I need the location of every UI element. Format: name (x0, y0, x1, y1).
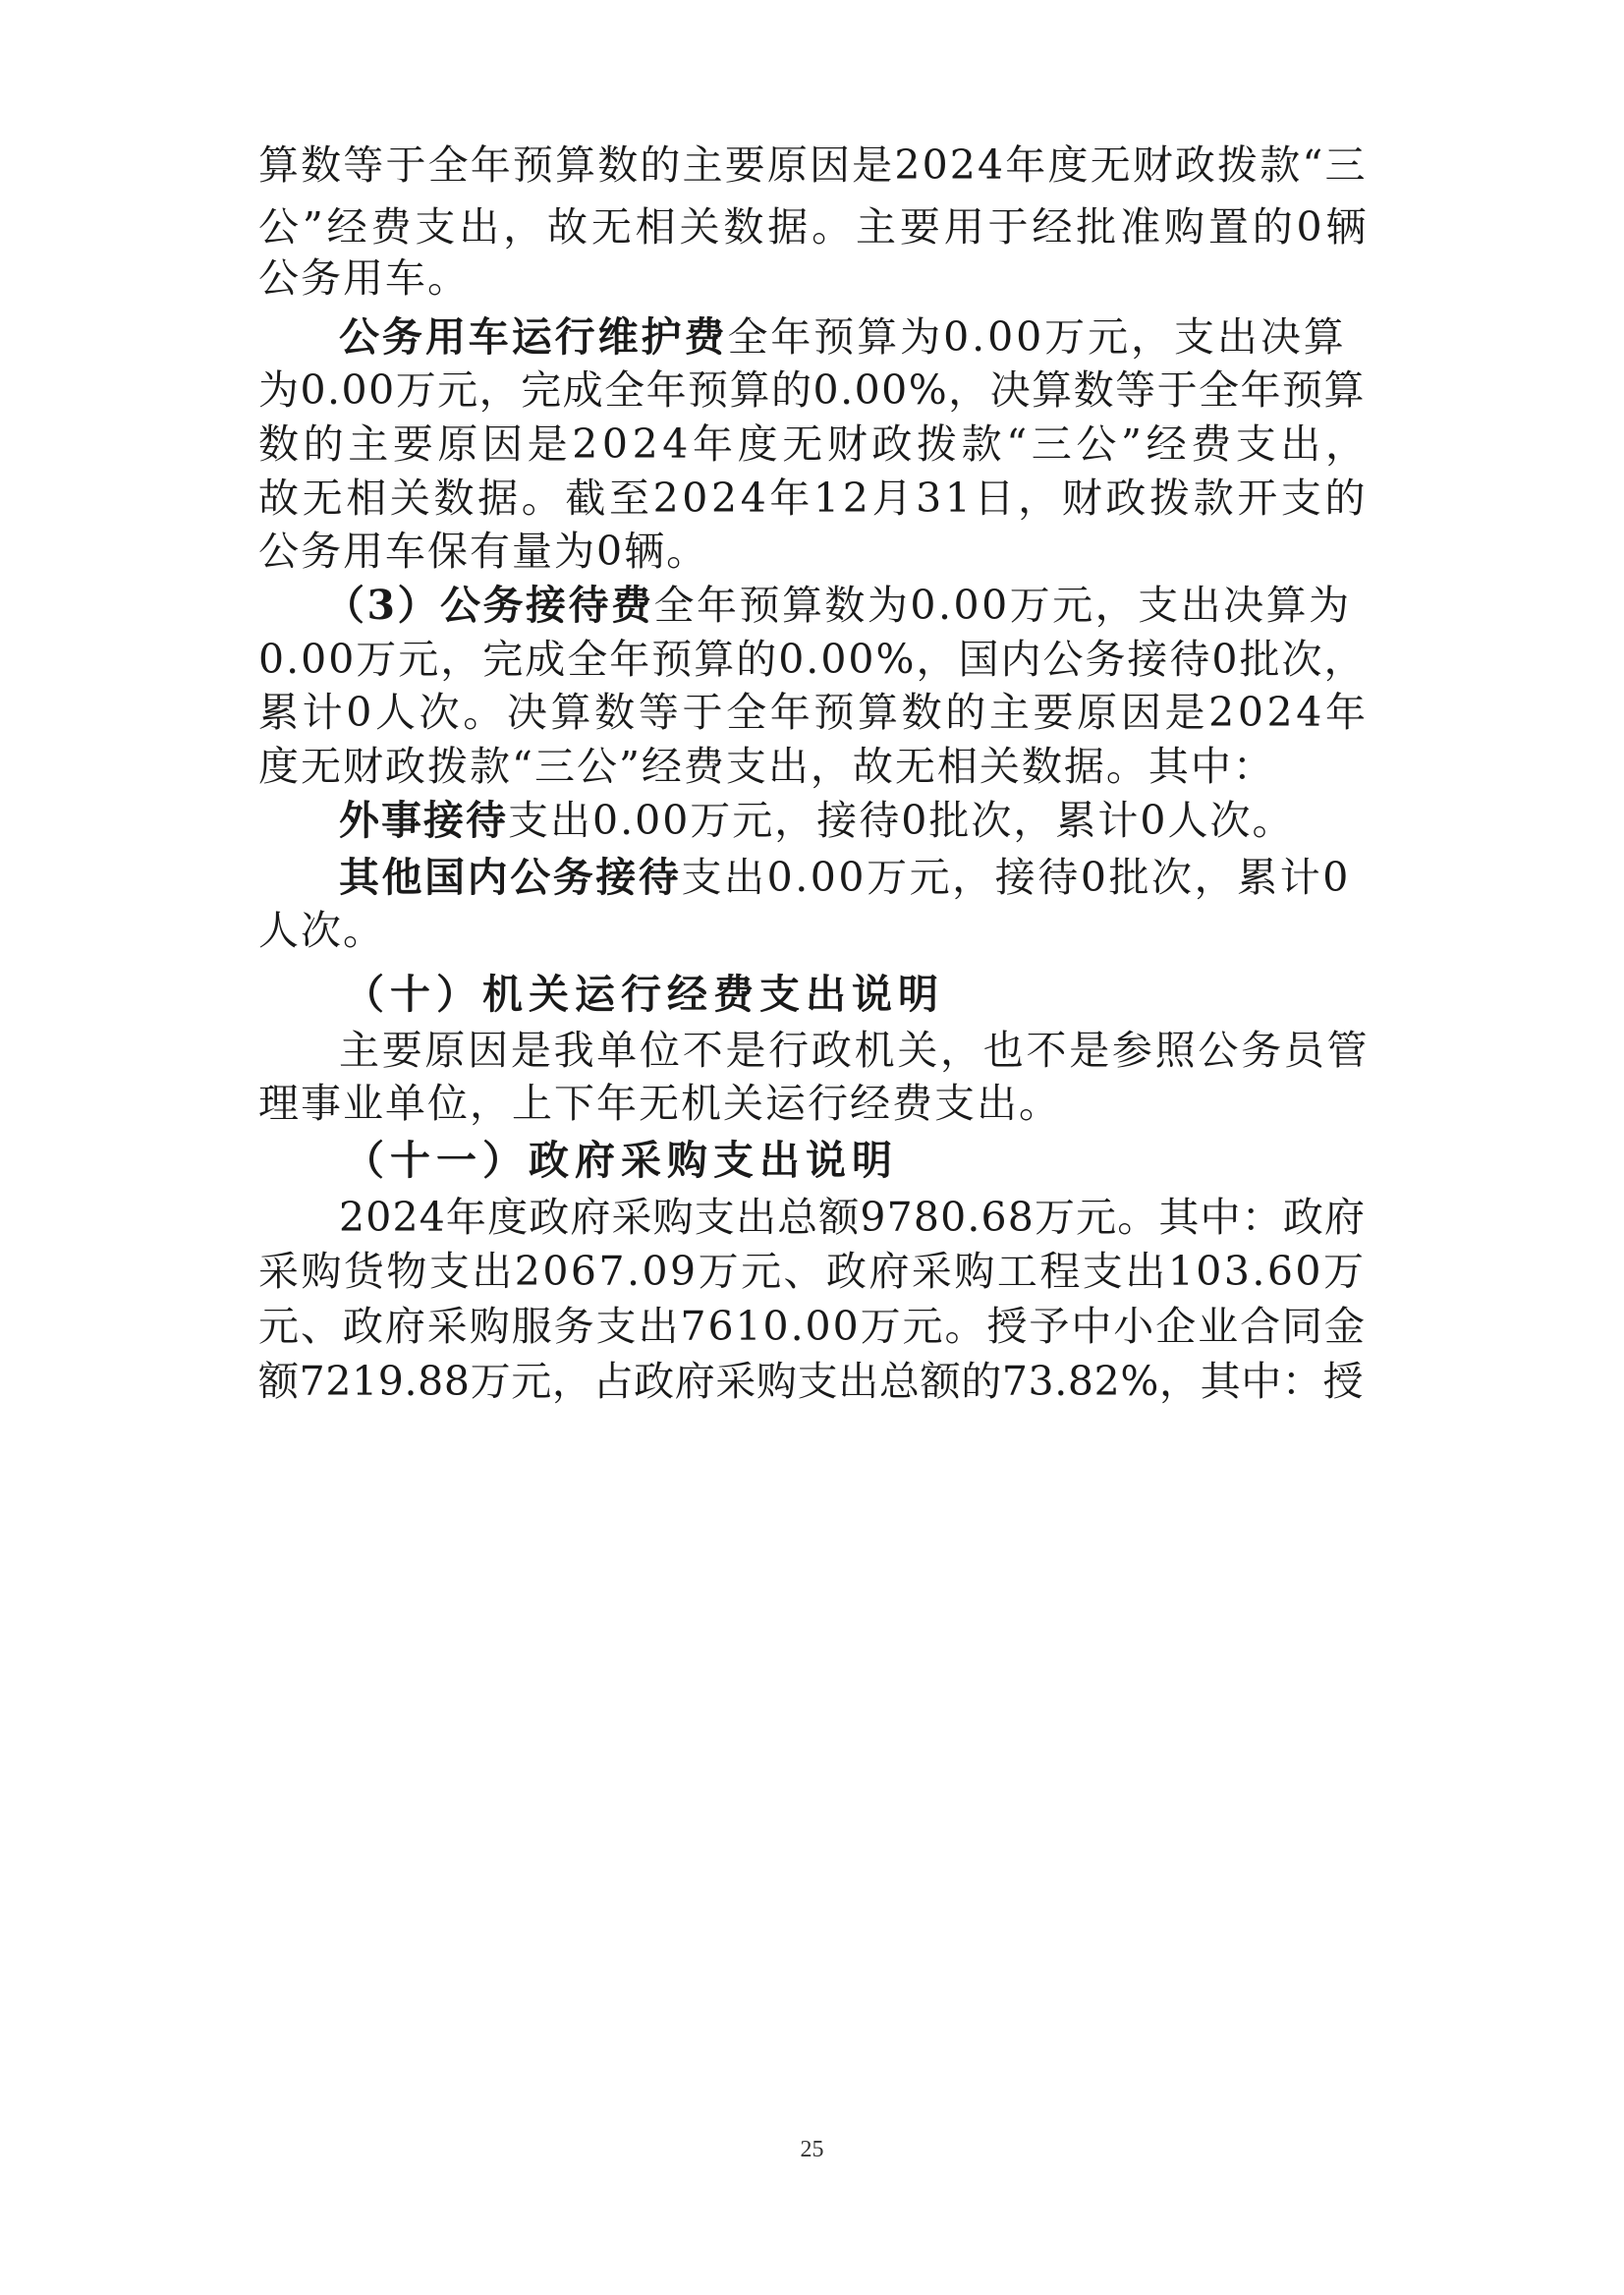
line-text: 为0.00万元，完成全年预算的0.00%，决算数等于全年预算 (258, 366, 1366, 414)
line-text: 累计0人次。决算数等于全年预算数的主要原因是2024年 (258, 689, 1370, 736)
bold-term: 公务用车运行维护费 (339, 313, 728, 361)
line-text: 公务用车。 (258, 254, 470, 302)
section-heading: （十）机关运行经费支出说明 (344, 971, 944, 1018)
bold-term: （3）公务接待费 (324, 582, 654, 629)
bold-term: 其他国内公务接待 (339, 854, 682, 901)
text-line (258, 131, 1378, 199)
line-text: 主要原因是我单位不是行政机关，也不是参照公务员管 (339, 1027, 1371, 1074)
line-text: 元、政府采购服务支出7610.00万元。授予中小企业合同金 (258, 1303, 1367, 1350)
line-text: 故无相关数据。截至2024年12月31日，财政拨款开支的 (258, 475, 1370, 522)
text-line (258, 896, 1378, 965)
line-text: 人次。 (258, 907, 385, 954)
line-text: 算数等于全年预算数的主要原因是2024年度无财政拨款“三 (258, 141, 1368, 189)
line-text: 支出0.00万元，接待0批次，累计0人次。 (508, 797, 1295, 844)
text-line (258, 1347, 1378, 1416)
line-text: 2024年度政府采购支出总额9780.68万元。其中：政府 (339, 1194, 1367, 1241)
line-text: 数的主要原因是2024年度无财政拨款“三公”经费支出， (258, 420, 1371, 468)
section-heading: （十一）政府采购支出说明 (344, 1137, 898, 1184)
line-text: 度无财政拨款“三公”经费支出，故无相关数据。其中： (258, 743, 1275, 790)
line-text: 公”经费支出，故无相关数据。主要用于经批准购置的0辆 (258, 203, 1371, 251)
line-text: 公务用车保有量为0辆。 (258, 528, 709, 575)
line-text: 额7219.88万元，占政府采购支出总额的73.82%，其中：授 (258, 1358, 1365, 1405)
line-text: 采购货物支出2067.09万元、政府采购工程支出103.60万 (258, 1248, 1367, 1295)
bold-term: 外事接待 (339, 797, 508, 844)
page-number: 25 (800, 2137, 824, 2162)
line-text: 理事业单位，上下年无机关运行经费支出。 (258, 1080, 1061, 1127)
line-text: 支出0.00万元，接待0批次，累计0 (681, 854, 1351, 901)
line-text: 0.00万元，完成全年预算的0.00%，国内公务接待0批次， (258, 636, 1367, 683)
line-text: 全年预算数为0.00万元，支出决算为 (653, 582, 1352, 629)
line-text: 全年预算为0.00万元，支出决算 (727, 313, 1347, 361)
